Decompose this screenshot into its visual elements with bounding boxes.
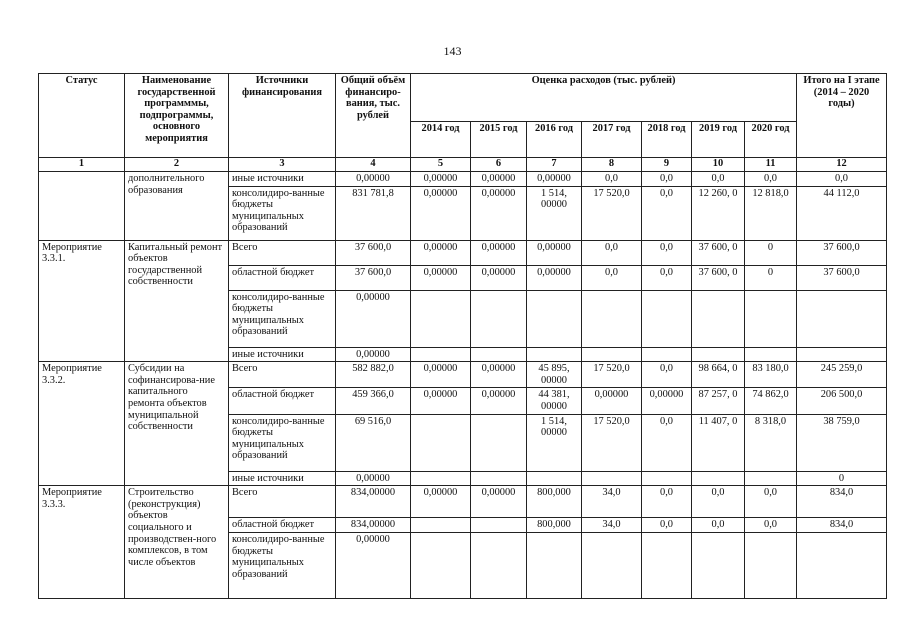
value-cell (411, 290, 471, 347)
value-cell: 800,000 (527, 486, 582, 518)
status-cell: Мероприятие 3.3.2. (39, 362, 125, 486)
value-cell: 0,0 (745, 518, 797, 533)
value-cell (411, 347, 471, 362)
value-cell: 0,00000 (411, 186, 471, 240)
value-cell (471, 471, 527, 486)
value-cell: 0,00000 (411, 362, 471, 388)
value-cell (582, 471, 642, 486)
value-cell (411, 414, 471, 471)
value-cell: 800,000 (527, 518, 582, 533)
value-cell: 0,0 (642, 362, 692, 388)
value-cell: 17 520,0 (582, 362, 642, 388)
value-cell: 44 112,0 (797, 186, 887, 240)
value-cell: 98 664, 0 (692, 362, 745, 388)
value-cell (692, 290, 745, 347)
value-cell: 37 600,0 (336, 240, 411, 265)
value-cell: 0,0 (582, 172, 642, 187)
header-year: 2014 год (411, 122, 471, 158)
status-cell: Мероприятие 3.3.3. (39, 486, 125, 599)
value-cell: 0,0 (745, 172, 797, 187)
value-cell (471, 347, 527, 362)
value-cell: 0,0 (642, 172, 692, 187)
value-cell: 83 180,0 (745, 362, 797, 388)
value-cell: 0,00000 (336, 290, 411, 347)
value-cell: 0,00000 (411, 486, 471, 518)
value-cell: 0,0 (692, 486, 745, 518)
value-cell: 0,00000 (527, 240, 582, 265)
value-cell (582, 533, 642, 599)
value-cell (411, 518, 471, 533)
source-cell: иные источники (229, 347, 336, 362)
value-cell (527, 471, 582, 486)
source-cell: областной бюджет (229, 265, 336, 290)
value-cell (692, 471, 745, 486)
value-cell: 0,00000 (527, 265, 582, 290)
header-total: Общий объём финансиро-вания, тыс. рублей (336, 74, 411, 158)
value-cell: 0,00000 (336, 533, 411, 599)
budget-table (38, 73, 887, 599)
value-cell: 69 516,0 (336, 414, 411, 471)
value-cell: 45 895, 00000 (527, 362, 582, 388)
value-cell: 0,00000 (471, 265, 527, 290)
value-cell: 0,00000 (471, 388, 527, 414)
value-cell: 0,0 (797, 172, 887, 187)
value-cell: 12 260, 0 (692, 186, 745, 240)
value-cell (642, 290, 692, 347)
value-cell: 0,0 (642, 186, 692, 240)
source-cell: иные источники (229, 471, 336, 486)
value-cell (471, 533, 527, 599)
program-name-cell: Капитальный ремонт объектов государственной собственности (125, 240, 229, 362)
status-cell: Мероприятие 3.3.1. (39, 240, 125, 362)
status-cell (39, 172, 125, 241)
header-year: 2020 год (745, 122, 797, 158)
value-cell: 0,0 (642, 240, 692, 265)
value-cell: 0,0 (745, 486, 797, 518)
value-cell (527, 290, 582, 347)
header-status: Статус (39, 74, 125, 158)
value-cell: 834,00000 (336, 518, 411, 533)
value-cell (582, 347, 642, 362)
table-row (39, 240, 887, 265)
header-itogo: Итого на I этапе (2014 – 2020 годы) (797, 74, 887, 158)
value-cell: 0,00000 (471, 362, 527, 388)
value-cell: 1 514, 00000 (527, 414, 582, 471)
value-cell: 38 759,0 (797, 414, 887, 471)
value-cell: 0,00000 (471, 172, 527, 187)
value-cell: 834,0 (797, 518, 887, 533)
value-cell: 0,00000 (411, 240, 471, 265)
value-cell (692, 533, 745, 599)
index-cell: 12 (797, 158, 887, 172)
index-cell: 2 (125, 158, 229, 172)
source-cell: иные источники (229, 172, 336, 187)
value-cell (642, 533, 692, 599)
value-cell (642, 471, 692, 486)
program-name-cell: Строительство (реконструкция) объектов социального и производствен-ного комплексов, в том числе объектов (125, 486, 229, 599)
index-cell: 11 (745, 158, 797, 172)
source-cell: консолидиро-ванные бюджеты муниципальных образований (229, 414, 336, 471)
value-cell: 11 407, 0 (692, 414, 745, 471)
value-cell: 37 600, 0 (692, 240, 745, 265)
source-cell: областной бюджет (229, 518, 336, 533)
source-cell: консолидиро-ванные бюджеты муниципальных образований (229, 186, 336, 240)
value-cell: 0,0 (642, 518, 692, 533)
value-cell: 831 781,8 (336, 186, 411, 240)
source-cell: Всего (229, 240, 336, 265)
value-cell: 8 318,0 (745, 414, 797, 471)
value-cell: 44 381, 00000 (527, 388, 582, 414)
index-cell: 1 (39, 158, 125, 172)
source-cell: Всего (229, 362, 336, 388)
index-cell: 9 (642, 158, 692, 172)
value-cell: 0,00000 (411, 265, 471, 290)
value-cell (797, 533, 887, 599)
value-cell: 1 514, 00000 (527, 186, 582, 240)
index-cell: 7 (527, 158, 582, 172)
value-cell: 0,00000 (642, 388, 692, 414)
value-cell: 37 600,0 (797, 240, 887, 265)
value-cell (411, 471, 471, 486)
index-cell: 4 (336, 158, 411, 172)
value-cell: 17 520,0 (582, 414, 642, 471)
value-cell: 17 520,0 (582, 186, 642, 240)
value-cell: 0,00000 (471, 240, 527, 265)
value-cell: 0,0 (582, 265, 642, 290)
header-year: 2017 год (582, 122, 642, 158)
index-cell: 3 (229, 158, 336, 172)
value-cell: 206 500,0 (797, 388, 887, 414)
value-cell (527, 533, 582, 599)
value-cell (797, 347, 887, 362)
source-cell: областной бюджет (229, 388, 336, 414)
value-cell: 0,00000 (582, 388, 642, 414)
header-name: Наименование государственной программмы, подпрограммы, основного мероприятия (125, 74, 229, 158)
value-cell (745, 290, 797, 347)
value-cell (692, 347, 745, 362)
value-cell: 245 259,0 (797, 362, 887, 388)
header-sources: Источники финансирования (229, 74, 336, 158)
index-cell: 6 (471, 158, 527, 172)
value-cell: 37 600,0 (336, 265, 411, 290)
source-cell: Всего (229, 486, 336, 518)
source-cell: консолидиро-ванные бюджеты муниципальных образований (229, 533, 336, 599)
value-cell: 0,00000 (336, 172, 411, 187)
table-row (39, 362, 887, 388)
value-cell: 37 600,0 (797, 265, 887, 290)
value-cell: 74 862,0 (745, 388, 797, 414)
header-year: 2018 год (642, 122, 692, 158)
value-cell: 0,0 (582, 240, 642, 265)
source-cell: консолидиро-ванные бюджеты муниципальных образований (229, 290, 336, 347)
value-cell: 37 600, 0 (692, 265, 745, 290)
table-row (39, 486, 887, 518)
page-number: 143 (443, 44, 462, 58)
value-cell: 12 818,0 (745, 186, 797, 240)
value-cell: 834,00000 (336, 486, 411, 518)
index-cell: 10 (692, 158, 745, 172)
value-cell: 0,0 (642, 265, 692, 290)
index-cell: 8 (582, 158, 642, 172)
value-cell (745, 533, 797, 599)
value-cell: 87 257, 0 (692, 388, 745, 414)
value-cell (411, 533, 471, 599)
program-name-cell: дополнительного образования (125, 172, 229, 241)
value-cell: 0,00000 (336, 471, 411, 486)
program-name-cell: Субсидии на софинансирова-ние капитального ремонта объектов муниципальной собственности (125, 362, 229, 486)
header-year: 2015 год (471, 122, 527, 158)
value-cell (527, 347, 582, 362)
value-cell (642, 347, 692, 362)
value-cell: 0,0 (642, 414, 692, 471)
index-cell: 5 (411, 158, 471, 172)
value-cell: 0 (797, 471, 887, 486)
value-cell (745, 347, 797, 362)
value-cell: 34,0 (582, 486, 642, 518)
header-estimate: Оценка расходов (тыс. рублей) (411, 74, 797, 122)
index-row (39, 158, 887, 172)
value-cell: 582 882,0 (336, 362, 411, 388)
value-cell: 0 (745, 240, 797, 265)
value-cell: 0,00000 (411, 388, 471, 414)
value-cell: 0,00000 (527, 172, 582, 187)
table-row (39, 172, 887, 187)
value-cell: 459 366,0 (336, 388, 411, 414)
value-cell: 34,0 (582, 518, 642, 533)
table-body (39, 172, 887, 599)
value-cell (797, 290, 887, 347)
value-cell (582, 290, 642, 347)
value-cell: 0,00000 (336, 347, 411, 362)
value-cell: 0,0 (692, 518, 745, 533)
value-cell: 0,0 (642, 486, 692, 518)
header-year: 2019 год (692, 122, 745, 158)
value-cell (471, 290, 527, 347)
header-year: 2016 год (527, 122, 582, 158)
value-cell (745, 471, 797, 486)
value-cell: 0,00000 (471, 186, 527, 240)
value-cell: 0,00000 (411, 172, 471, 187)
value-cell (471, 518, 527, 533)
table-header (39, 74, 887, 172)
value-cell: 0,0 (692, 172, 745, 187)
value-cell: 0,00000 (471, 486, 527, 518)
value-cell: 834,0 (797, 486, 887, 518)
value-cell: 0 (745, 265, 797, 290)
value-cell (471, 414, 527, 471)
